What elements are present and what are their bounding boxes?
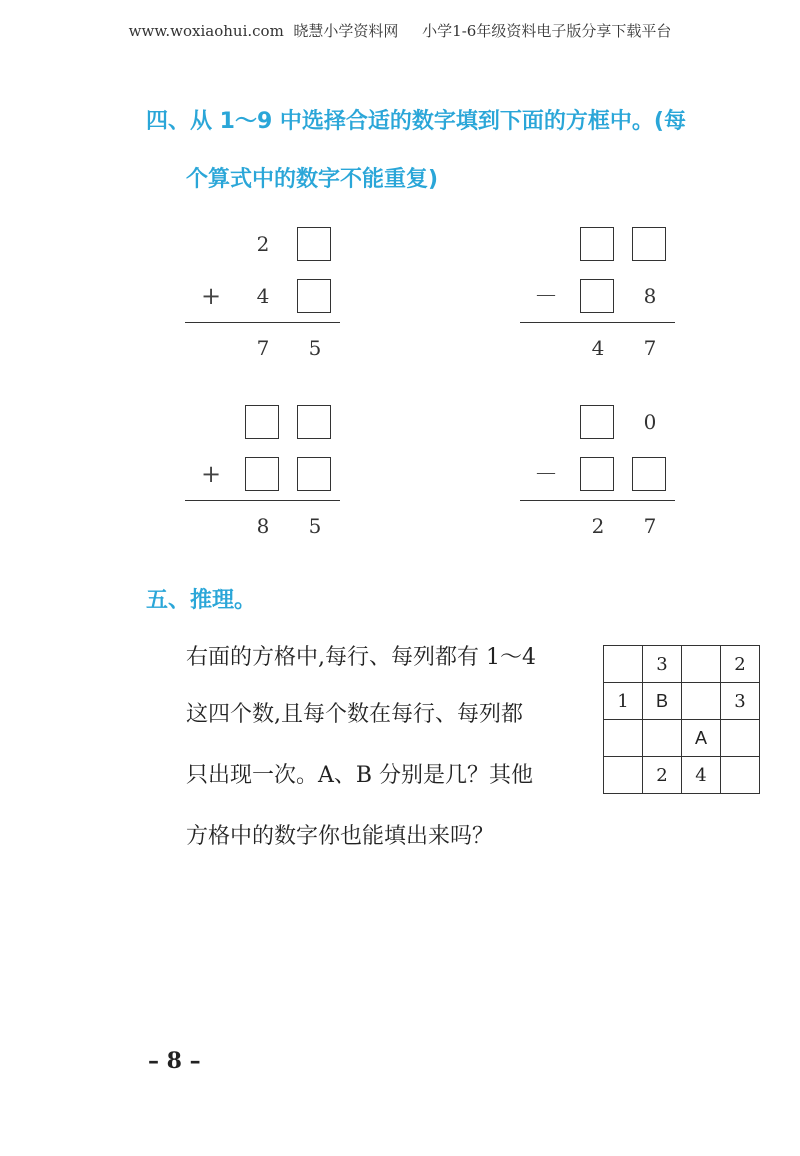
result-digit: 4 xyxy=(591,336,605,360)
latin-square-grid xyxy=(603,645,760,794)
answer-box[interactable] xyxy=(297,457,331,491)
answer-box[interactable] xyxy=(632,457,666,491)
equation-2 xyxy=(520,226,680,376)
answer-box[interactable] xyxy=(632,227,666,261)
digit: 2 xyxy=(256,232,270,256)
grid-cell[interactable] xyxy=(682,646,721,683)
equation-3 xyxy=(185,404,345,554)
result-digit: 5 xyxy=(308,336,322,360)
digit: 0 xyxy=(643,410,657,434)
answer-box[interactable] xyxy=(580,457,614,491)
minus-sign: － xyxy=(534,282,558,310)
paragraph-line: 方格中的数字你也能填出来吗？ xyxy=(186,824,495,849)
grid-cell: 2 xyxy=(643,757,682,794)
grid-cell-a: A xyxy=(682,720,721,757)
result-digit: 7 xyxy=(643,336,657,360)
answer-box[interactable] xyxy=(245,457,279,491)
grid-cell[interactable] xyxy=(604,757,643,794)
answer-box[interactable] xyxy=(297,405,331,439)
grid-cell[interactable] xyxy=(682,683,721,720)
page-number: – 8 – xyxy=(148,1048,201,1074)
equation-4 xyxy=(520,404,680,554)
digit: 4 xyxy=(256,284,270,308)
equation-line xyxy=(185,322,340,323)
plus-sign: + xyxy=(200,460,222,488)
grid-cell[interactable] xyxy=(643,720,682,757)
answer-box[interactable] xyxy=(580,227,614,261)
grid-cell: 2 xyxy=(721,646,760,683)
equation-line xyxy=(520,500,675,501)
section5-title: 五、推理。 xyxy=(146,588,257,613)
section4-title-line2: 个算式中的数字不能重复) xyxy=(186,167,439,192)
grid-cell-b: B xyxy=(643,683,682,720)
grid-cell: 4 xyxy=(682,757,721,794)
grid-cell[interactable] xyxy=(721,720,760,757)
grid-cell: 1 xyxy=(604,683,643,720)
grid-cell: 3 xyxy=(721,683,760,720)
section4-title-line1: 四、从 1～9 中选择合适的数字填到下面的方框中。(每 xyxy=(146,109,686,134)
result-digit: 5 xyxy=(308,514,322,538)
paragraph-line: 只出现一次。A、B 分别是几？其他 xyxy=(186,763,534,788)
answer-box[interactable] xyxy=(580,279,614,313)
equation-line xyxy=(185,500,340,501)
result-digit: 8 xyxy=(256,514,270,538)
answer-box[interactable] xyxy=(245,405,279,439)
plus-sign: + xyxy=(200,282,222,310)
equation-line xyxy=(520,322,675,323)
equation-1 xyxy=(185,226,345,376)
minus-sign: － xyxy=(534,460,558,488)
site-header: www.woxiaohui.com 晓慧小学资料网 小学1-6年级资料电子版分享下载平台 xyxy=(128,22,672,40)
result-digit: 2 xyxy=(591,514,605,538)
result-digit: 7 xyxy=(643,514,657,538)
grid-cell[interactable] xyxy=(604,646,643,683)
grid-cell[interactable] xyxy=(604,720,643,757)
digit: 8 xyxy=(643,284,657,308)
answer-box[interactable] xyxy=(297,227,331,261)
paragraph-line: 这四个数,且每个数在每行、每列都 xyxy=(186,702,523,727)
grid-cell: 3 xyxy=(643,646,682,683)
paragraph-line: 右面的方格中,每行、每列都有 1～4 xyxy=(186,645,536,670)
answer-box[interactable] xyxy=(297,279,331,313)
grid-cell[interactable] xyxy=(721,757,760,794)
answer-box[interactable] xyxy=(580,405,614,439)
result-digit: 7 xyxy=(256,336,270,360)
